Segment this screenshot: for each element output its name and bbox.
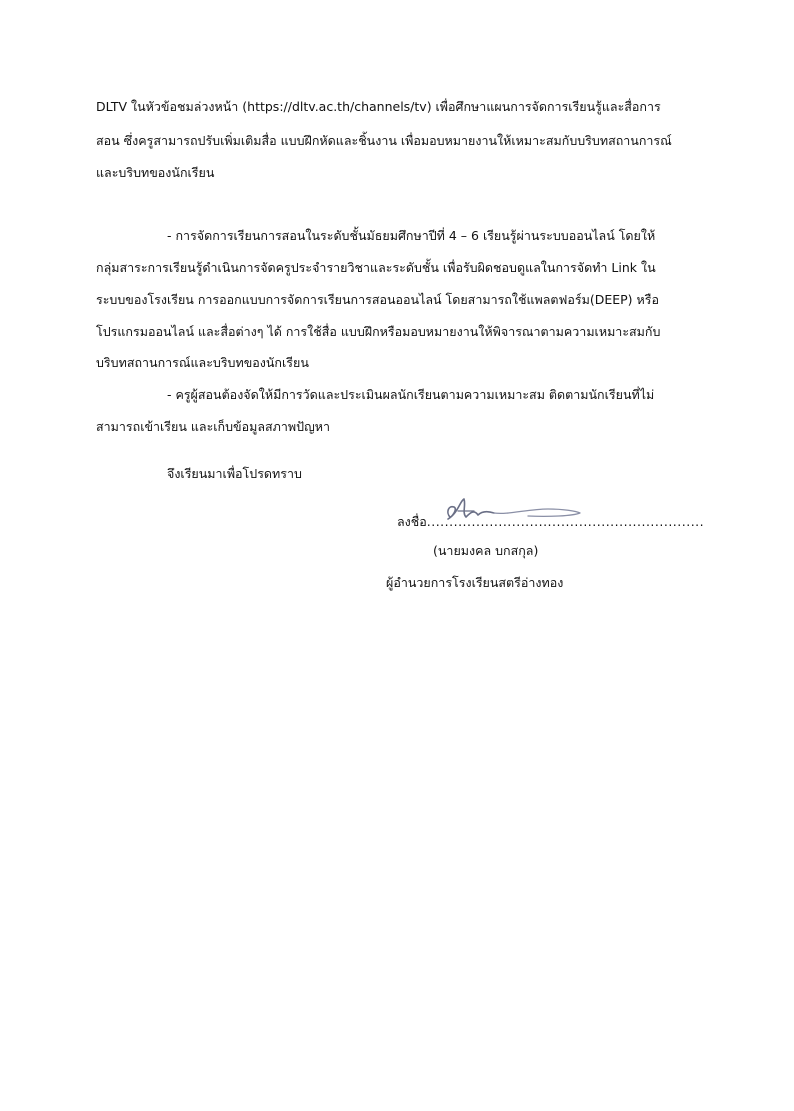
paragraph3-line1: - ครูผู้สอนต้องจัดให้มีการวัดและประเมินผลนักเรียนตามความเหมาะสม ติดตามนักเรียนที่ไม่ [167,387,655,402]
paragraph3-line2: สามารถเข้าเรียน และเก็บข้อมูลสภาพปัญหา [96,419,330,434]
signature-dots: .............................................................. [426,514,705,529]
paragraph2-line1: - การจัดการเรียนการสอนในระดับชั้นมัธยมศึกษาปีที่ 4 – 6 เรียนรู้ผ่านระบบออนไลน์ โดยให้ [167,228,656,243]
signature-position: ผู้อำนวยการโรงเรียนสตรีอ่างทอง [386,575,564,590]
paragraph2-line2: กลุ่มสาระการเรียนรู้ดำเนินการจัดครูประจำรายวิชาและระดับชั้น เพื่อรับผิดชอบดูแลในการจัดทำ Link ใน [96,260,656,275]
handwritten-signature-icon [438,495,588,525]
signature-label: ลงชื่อ [397,514,427,529]
paragraph2-line5: บริบทสถานการณ์และบริบทของนักเรียน [96,355,309,370]
paragraph2-line3: ระบบของโรงเรียน การออกแบบการจัดการเรียนการสอนออนไลน์ โดยสามารถใช้แพลตฟอร์ม(DEEP) หรือ [96,292,659,307]
paragraph1-line3: และบริบทของนักเรียน [96,165,215,180]
paragraph2-line4: โปรแกรมออนไลน์ และสื่อต่างๆ ได้ การใช้สื่อ แบบฝึกหรือมอบหมายงานให้พิจารณาตามความเหมาะสมกับ [96,324,661,339]
closing-text: จึงเรียนมาเพื่อโปรดทราบ [167,466,302,481]
paragraph1-line2: สอน ซึ่งครูสามารถปรับเพิ่มเติมสื่อ แบบฝึกหัดและชิ้นงาน เพื่อมอบหมายงานให้เหมาะสมกับบริบทสถานการณ์ [96,133,672,148]
signature-name: (นายมงคล บกสกุล) [433,543,539,558]
paragraph1-line1: DLTV ในหัวข้อชมล่วงหน้า (https://dltv.ac.th/channels/tv) เพื่อศึกษาแผนการจัดการเรียนรู้และสื่อการ [96,99,661,114]
